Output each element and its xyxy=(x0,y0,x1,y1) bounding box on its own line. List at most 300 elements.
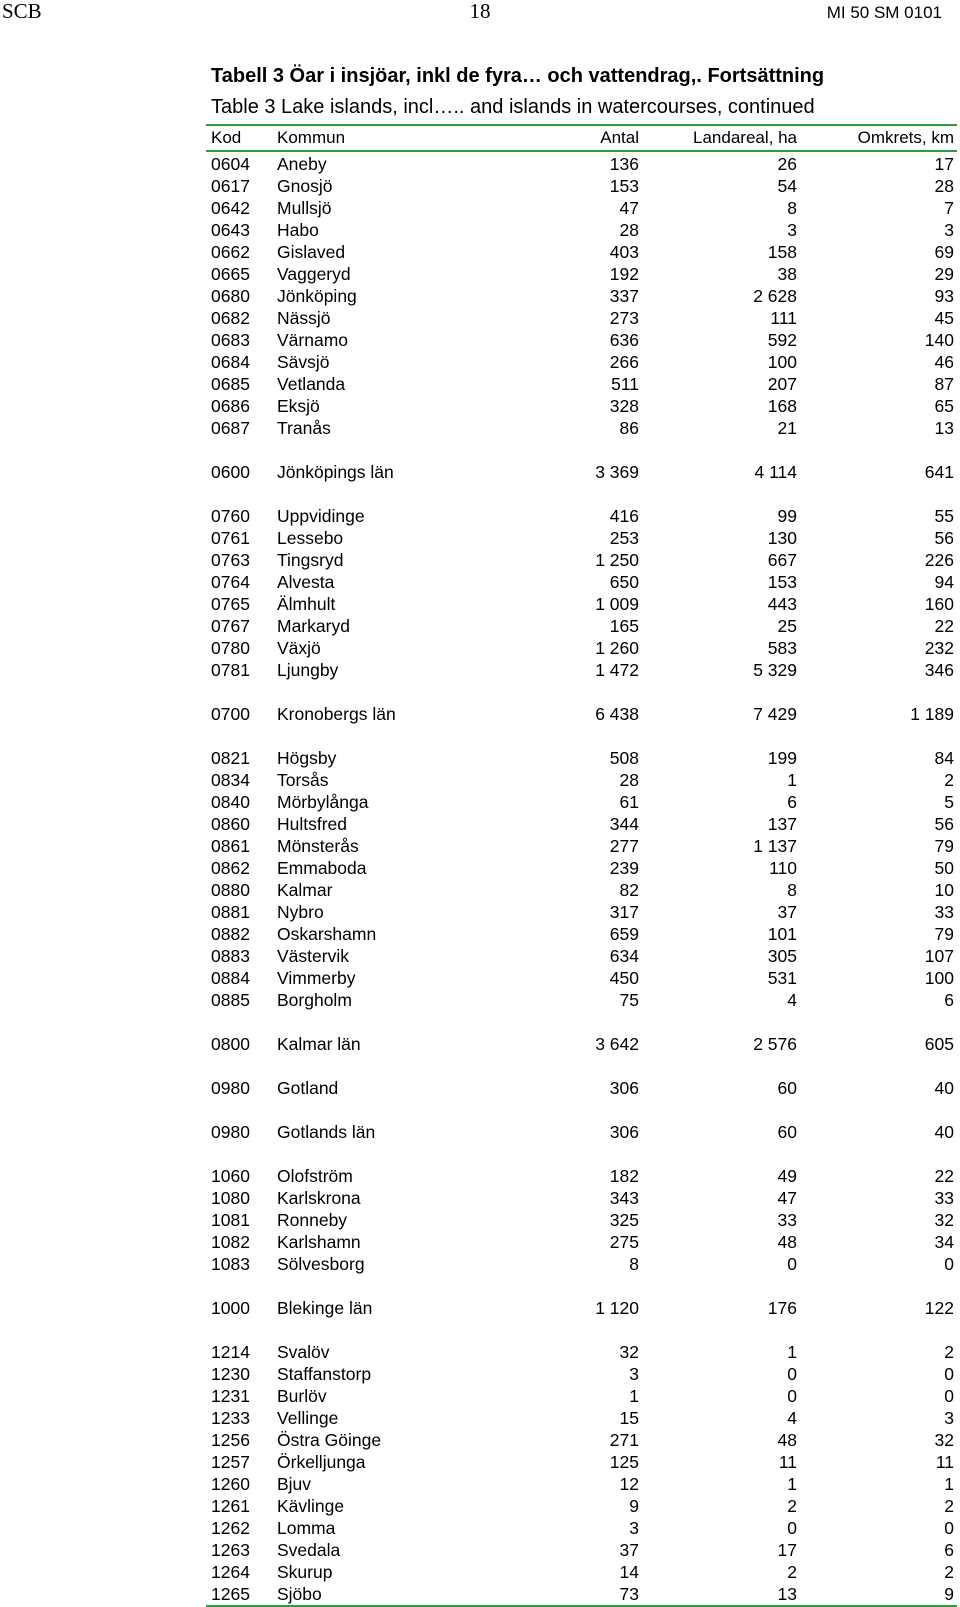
cell-omkrets: 33 xyxy=(934,902,954,922)
table-row xyxy=(206,197,957,219)
column-header-omkrets: Omkrets, km xyxy=(857,128,954,147)
column-header-antal: Antal xyxy=(600,128,639,147)
cell-omkrets: 34 xyxy=(934,1232,954,1252)
cell-omkrets: 3 xyxy=(944,1408,954,1428)
table-row xyxy=(206,1495,957,1517)
cell-kommun: Nybro xyxy=(277,902,324,922)
cell-omkrets: 56 xyxy=(934,528,954,548)
cell-landareal: 17 xyxy=(777,1540,797,1560)
table-row xyxy=(206,461,957,483)
cell-landareal: 158 xyxy=(767,242,797,262)
cell-kod: 0884 xyxy=(211,968,250,988)
cell-omkrets: 0 xyxy=(944,1254,954,1274)
table-row xyxy=(206,1561,957,1583)
cell-kod: 1233 xyxy=(211,1408,250,1428)
cell-omkrets: 0 xyxy=(944,1364,954,1384)
table-row xyxy=(206,593,957,615)
cell-landareal: 60 xyxy=(777,1122,797,1142)
header-series-code: MI 50 SM 0101 xyxy=(826,3,942,22)
cell-kommun: Svalöv xyxy=(277,1342,330,1362)
page-number: 18 xyxy=(469,0,491,23)
table-row xyxy=(206,1121,957,1143)
cell-kommun: Torsås xyxy=(277,770,329,790)
cell-landareal: 8 xyxy=(787,880,797,900)
cell-kod: 0642 xyxy=(211,198,250,218)
cell-kod: 1214 xyxy=(211,1342,250,1362)
cell-landareal: 130 xyxy=(767,528,797,548)
cell-kod: 0662 xyxy=(211,242,250,262)
cell-kommun: Borgholm xyxy=(277,990,352,1010)
cell-landareal: 21 xyxy=(777,418,797,438)
cell-landareal: 4 xyxy=(787,990,797,1010)
cell-landareal: 8 xyxy=(787,198,797,218)
cell-kod: 0604 xyxy=(211,154,250,174)
cell-antal: 182 xyxy=(609,1166,639,1186)
cell-landareal: 583 xyxy=(767,638,797,658)
cell-antal: 1 472 xyxy=(595,660,639,680)
cell-antal: 61 xyxy=(619,792,639,812)
cell-antal: 277 xyxy=(609,836,639,856)
cell-kommun: Olofström xyxy=(277,1166,353,1186)
cell-kommun: Emmaboda xyxy=(277,858,367,878)
cell-omkrets: 2 xyxy=(944,1562,954,1582)
cell-omkrets: 40 xyxy=(934,1078,954,1098)
cell-kommun: Älmhult xyxy=(277,594,336,614)
cell-kommun: Lessebo xyxy=(277,528,344,548)
cell-antal: 9 xyxy=(629,1496,639,1516)
cell-kod: 1262 xyxy=(211,1518,250,1538)
cell-kod: 0862 xyxy=(211,858,250,878)
cell-antal: 306 xyxy=(609,1078,639,1098)
cell-kod: 1080 xyxy=(211,1188,250,1208)
cell-kommun: Burlöv xyxy=(277,1386,327,1406)
cell-kod: 0617 xyxy=(211,176,250,196)
cell-kod: 0800 xyxy=(211,1034,250,1054)
cell-kommun: Karlskrona xyxy=(277,1188,361,1208)
cell-kommun: Ljungby xyxy=(277,660,339,680)
table-row xyxy=(206,1187,957,1209)
cell-antal: 14 xyxy=(619,1562,639,1582)
cell-omkrets: 226 xyxy=(924,550,954,570)
cell-kod: 0767 xyxy=(211,616,250,636)
table-row xyxy=(206,1451,957,1473)
cell-kod: 0885 xyxy=(211,990,250,1010)
cell-kod: 0685 xyxy=(211,374,250,394)
table-row xyxy=(206,901,957,923)
cell-kod: 1060 xyxy=(211,1166,250,1186)
column-header-landareal: Landareal, ha xyxy=(693,128,797,147)
cell-antal: 12 xyxy=(619,1474,639,1494)
cell-antal: 1 260 xyxy=(595,638,639,658)
cell-landareal: 100 xyxy=(767,352,797,372)
cell-landareal: 6 xyxy=(787,792,797,812)
table-row xyxy=(206,637,957,659)
cell-landareal: 48 xyxy=(777,1232,797,1252)
cell-omkrets: 7 xyxy=(944,198,954,218)
cell-kod: 0881 xyxy=(211,902,250,922)
cell-kommun: Vetlanda xyxy=(277,374,346,394)
cell-omkrets: 3 xyxy=(944,220,954,240)
cell-kommun: Mönsterås xyxy=(277,836,359,856)
cell-omkrets: 93 xyxy=(934,286,954,306)
cell-kod: 0760 xyxy=(211,506,250,526)
cell-landareal: 33 xyxy=(777,1210,797,1230)
cell-kommun: Gotland xyxy=(277,1078,339,1098)
cell-antal: 136 xyxy=(609,154,639,174)
cell-kommun: Nässjö xyxy=(277,308,331,328)
cell-omkrets: 641 xyxy=(924,462,954,482)
cell-kommun: Kronobergs län xyxy=(277,704,396,724)
cell-antal: 271 xyxy=(609,1430,639,1450)
table-row xyxy=(206,615,957,637)
cell-landareal: 4 xyxy=(787,1408,797,1428)
cell-kommun: Ronneby xyxy=(277,1210,348,1230)
cell-omkrets: 69 xyxy=(934,242,954,262)
cell-kod: 0781 xyxy=(211,660,250,680)
cell-antal: 253 xyxy=(609,528,639,548)
table-row xyxy=(206,989,957,1011)
cell-antal: 32 xyxy=(619,1342,639,1362)
cell-landareal: 1 xyxy=(787,770,797,790)
table-row xyxy=(206,571,957,593)
cell-kommun: Västervik xyxy=(277,946,349,966)
cell-omkrets: 79 xyxy=(934,836,954,856)
table-row xyxy=(206,791,957,813)
cell-antal: 344 xyxy=(609,814,639,834)
cell-landareal: 110 xyxy=(769,858,797,878)
cell-antal: 73 xyxy=(619,1584,639,1604)
cell-kod: 0883 xyxy=(211,946,250,966)
cell-omkrets: 122 xyxy=(924,1298,954,1318)
cell-kod: 1263 xyxy=(211,1540,250,1560)
cell-kod: 1256 xyxy=(211,1430,250,1450)
cell-antal: 8 xyxy=(629,1254,639,1274)
table-row xyxy=(206,1583,957,1605)
cell-omkrets: 2 xyxy=(944,1342,954,1362)
table-row xyxy=(206,1209,957,1231)
table-row xyxy=(206,1231,957,1253)
cell-omkrets: 6 xyxy=(944,1540,954,1560)
cell-omkrets: 94 xyxy=(934,572,954,592)
cell-landareal: 0 xyxy=(787,1518,797,1538)
islands-table xyxy=(206,124,957,1607)
cell-kommun: Blekinge län xyxy=(277,1298,373,1318)
cell-landareal: 11 xyxy=(778,1452,797,1472)
cell-omkrets: 28 xyxy=(934,176,954,196)
cell-kod: 0682 xyxy=(211,308,250,328)
cell-kommun: Mullsjö xyxy=(277,198,332,218)
cell-kod: 0980 xyxy=(211,1122,250,1142)
table-row xyxy=(206,285,957,307)
table-row xyxy=(206,1517,957,1539)
table-row xyxy=(206,835,957,857)
cell-antal: 1 250 xyxy=(595,550,639,570)
cell-omkrets: 32 xyxy=(934,1430,954,1450)
cell-antal: 47 xyxy=(619,198,639,218)
table-row xyxy=(206,945,957,967)
cell-kommun: Vimmerby xyxy=(277,968,356,988)
cell-kommun: Jönköping xyxy=(277,286,357,306)
table-row xyxy=(206,1297,957,1319)
cell-landareal: 47 xyxy=(777,1188,797,1208)
cell-landareal: 26 xyxy=(777,154,797,174)
cell-antal: 125 xyxy=(609,1452,639,1472)
cell-kod: 0764 xyxy=(211,572,250,592)
cell-landareal: 25 xyxy=(777,616,797,636)
cell-landareal: 168 xyxy=(767,396,797,416)
cell-landareal: 7 429 xyxy=(753,704,797,724)
cell-kommun: Östra Göinge xyxy=(277,1430,382,1450)
cell-kommun: Kalmar län xyxy=(277,1034,361,1054)
table-title-swedish: Tabell 3 Öar i insjöar, inkl de fyra… och vattendrag,. Fortsättning xyxy=(211,65,825,87)
cell-kommun: Gnosjö xyxy=(277,176,333,196)
cell-omkrets: 0 xyxy=(944,1386,954,1406)
table-row xyxy=(206,1407,957,1429)
cell-antal: 1 009 xyxy=(595,594,639,614)
cell-kod: 0600 xyxy=(211,462,250,482)
cell-antal: 508 xyxy=(609,748,639,768)
cell-kod: 1230 xyxy=(211,1364,250,1384)
cell-antal: 6 438 xyxy=(595,704,639,724)
table-row xyxy=(206,241,957,263)
cell-kod: 0860 xyxy=(211,814,250,834)
table-row xyxy=(206,1165,957,1187)
cell-landareal: 153 xyxy=(767,572,797,592)
cell-omkrets: 11 xyxy=(935,1452,954,1472)
table-row xyxy=(206,373,957,395)
cell-landareal: 37 xyxy=(777,902,797,922)
cell-omkrets: 84 xyxy=(934,748,954,768)
cell-landareal: 60 xyxy=(777,1078,797,1098)
table-row xyxy=(206,967,957,989)
cell-kod: 0880 xyxy=(211,880,250,900)
cell-antal: 37 xyxy=(619,1540,639,1560)
cell-kommun: Hultsfred xyxy=(277,814,348,834)
cell-omkrets: 1 xyxy=(944,1474,954,1494)
cell-antal: 15 xyxy=(619,1408,639,1428)
column-header-kod: Kod xyxy=(211,128,242,147)
cell-omkrets: 140 xyxy=(924,330,954,350)
cell-kommun: Staffanstorp xyxy=(277,1364,372,1384)
cell-antal: 275 xyxy=(609,1232,639,1252)
cell-kommun: Örkelljunga xyxy=(277,1452,366,1472)
cell-antal: 153 xyxy=(609,176,639,196)
cell-landareal: 48 xyxy=(777,1430,797,1450)
cell-omkrets: 40 xyxy=(934,1122,954,1142)
cell-kod: 0780 xyxy=(211,638,250,658)
cell-omkrets: 55 xyxy=(934,506,954,526)
cell-omkrets: 6 xyxy=(944,990,954,1010)
table-row xyxy=(206,549,957,571)
table-row xyxy=(206,857,957,879)
cell-antal: 273 xyxy=(609,308,639,328)
cell-kommun: Vaggeryd xyxy=(277,264,351,284)
cell-landareal: 137 xyxy=(767,814,797,834)
cell-kod: 1083 xyxy=(211,1254,250,1274)
table-row xyxy=(206,329,957,351)
cell-kod: 1081 xyxy=(211,1210,250,1230)
cell-kod: 0861 xyxy=(211,836,250,856)
table-row xyxy=(206,527,957,549)
table-row xyxy=(206,1077,957,1099)
cell-landareal: 5 329 xyxy=(753,660,797,680)
cell-landareal: 2 xyxy=(787,1562,797,1582)
table-row xyxy=(206,879,957,901)
cell-omkrets: 2 xyxy=(944,770,954,790)
table-row xyxy=(206,769,957,791)
cell-landareal: 0 xyxy=(787,1364,797,1384)
cell-kod: 0683 xyxy=(211,330,250,350)
cell-landareal: 13 xyxy=(777,1584,797,1604)
cell-omkrets: 22 xyxy=(934,616,954,636)
cell-omkrets: 100 xyxy=(924,968,954,988)
table-row xyxy=(206,505,957,527)
cell-landareal: 1 137 xyxy=(753,836,797,856)
table-row xyxy=(206,1363,957,1385)
cell-antal: 266 xyxy=(609,352,639,372)
cell-landareal: 0 xyxy=(787,1254,797,1274)
cell-omkrets: 50 xyxy=(934,858,954,878)
cell-antal: 511 xyxy=(611,374,639,394)
cell-antal: 3 642 xyxy=(595,1034,639,1054)
cell-landareal: 199 xyxy=(767,748,797,768)
cell-omkrets: 346 xyxy=(924,660,954,680)
cell-landareal: 3 xyxy=(787,220,797,240)
cell-antal: 306 xyxy=(609,1122,639,1142)
cell-antal: 328 xyxy=(609,396,639,416)
cell-landareal: 2 576 xyxy=(753,1034,797,1054)
cell-kommun: Aneby xyxy=(277,154,327,174)
cell-antal: 192 xyxy=(609,264,639,284)
cell-omkrets: 56 xyxy=(934,814,954,834)
cell-landareal: 49 xyxy=(777,1166,797,1186)
column-header-kommun: Kommun xyxy=(277,128,346,147)
cell-omkrets: 232 xyxy=(924,638,954,658)
cell-antal: 337 xyxy=(609,286,639,306)
cell-kommun: Gotlands län xyxy=(277,1122,376,1142)
cell-antal: 317 xyxy=(609,902,639,922)
cell-kommun: Sjöbo xyxy=(277,1584,322,1604)
cell-kommun: Uppvidinge xyxy=(277,506,365,526)
cell-antal: 450 xyxy=(609,968,639,988)
cell-antal: 75 xyxy=(619,990,639,1010)
cell-kod: 0980 xyxy=(211,1078,250,1098)
table-row xyxy=(206,307,957,329)
cell-kod: 0840 xyxy=(211,792,250,812)
cell-kod: 0686 xyxy=(211,396,250,416)
table-row xyxy=(206,923,957,945)
cell-antal: 634 xyxy=(609,946,639,966)
cell-landareal: 0 xyxy=(787,1386,797,1406)
cell-antal: 28 xyxy=(619,770,639,790)
cell-kommun: Skurup xyxy=(277,1562,333,1582)
cell-kod: 0882 xyxy=(211,924,250,944)
cell-kommun: Sölvesborg xyxy=(277,1254,365,1274)
cell-antal: 3 xyxy=(629,1364,639,1384)
cell-kommun: Tranås xyxy=(277,418,331,438)
cell-omkrets: 160 xyxy=(924,594,954,614)
header-publisher: SCB xyxy=(2,0,42,23)
cell-kommun: Mörbylånga xyxy=(277,792,369,812)
cell-kommun: Vellinge xyxy=(277,1408,339,1428)
cell-antal: 403 xyxy=(609,242,639,262)
cell-kod: 0765 xyxy=(211,594,250,614)
cell-antal: 86 xyxy=(619,418,639,438)
table-row xyxy=(206,263,957,285)
cell-kommun: Habo xyxy=(277,220,319,240)
table-row xyxy=(206,351,957,373)
cell-antal: 165 xyxy=(609,616,639,636)
cell-kommun: Högsby xyxy=(277,748,337,768)
cell-antal: 1 xyxy=(629,1386,639,1406)
cell-antal: 82 xyxy=(619,880,639,900)
cell-antal: 636 xyxy=(609,330,639,350)
cell-landareal: 176 xyxy=(767,1298,797,1318)
cell-landareal: 99 xyxy=(777,506,797,526)
cell-kod: 0684 xyxy=(211,352,250,372)
cell-antal: 3 xyxy=(629,1518,639,1538)
cell-landareal: 101 xyxy=(767,924,797,944)
cell-omkrets: 1 189 xyxy=(910,704,954,724)
cell-omkrets: 10 xyxy=(934,880,954,900)
cell-omkrets: 107 xyxy=(924,946,954,966)
cell-omkrets: 45 xyxy=(934,308,954,328)
cell-omkrets: 65 xyxy=(934,396,954,416)
cell-antal: 239 xyxy=(609,858,639,878)
cell-omkrets: 79 xyxy=(934,924,954,944)
cell-kod: 1260 xyxy=(211,1474,250,1494)
table-row xyxy=(206,153,957,175)
cell-landareal: 207 xyxy=(767,374,797,394)
cell-antal: 28 xyxy=(619,220,639,240)
table-row xyxy=(206,747,957,769)
cell-kommun: Kävlinge xyxy=(277,1496,345,1516)
cell-kommun: Lomma xyxy=(277,1518,336,1538)
cell-omkrets: 13 xyxy=(934,418,954,438)
cell-kod: 0700 xyxy=(211,704,250,724)
cell-omkrets: 33 xyxy=(934,1188,954,1208)
cell-landareal: 4 114 xyxy=(754,462,797,482)
cell-landareal: 38 xyxy=(777,264,797,284)
cell-landareal: 54 xyxy=(777,176,797,196)
table-header-row xyxy=(206,124,957,152)
table-row xyxy=(206,1253,957,1275)
cell-kommun: Alvesta xyxy=(277,572,335,592)
cell-kommun: Växjö xyxy=(277,638,321,658)
table-row xyxy=(206,813,957,835)
cell-kod: 0763 xyxy=(211,550,250,570)
cell-omkrets: 17 xyxy=(934,154,954,174)
table-body xyxy=(206,152,957,1605)
cell-omkrets: 29 xyxy=(934,264,954,284)
cell-kod: 0680 xyxy=(211,286,250,306)
table-row xyxy=(206,395,957,417)
cell-kommun: Sävsjö xyxy=(277,352,330,372)
cell-kommun: Markaryd xyxy=(277,616,350,636)
cell-kommun: Oskarshamn xyxy=(277,924,377,944)
cell-omkrets: 46 xyxy=(934,352,954,372)
table-row xyxy=(206,1473,957,1495)
cell-landareal: 2 xyxy=(787,1496,797,1516)
cell-kod: 1261 xyxy=(211,1496,250,1516)
cell-landareal: 111 xyxy=(770,308,797,328)
cell-kod: 1265 xyxy=(211,1584,250,1604)
cell-kod: 0821 xyxy=(211,748,250,768)
cell-antal: 416 xyxy=(609,506,639,526)
cell-kod: 0643 xyxy=(211,220,250,240)
cell-landareal: 305 xyxy=(767,946,797,966)
cell-kommun: Eksjö xyxy=(277,396,320,416)
